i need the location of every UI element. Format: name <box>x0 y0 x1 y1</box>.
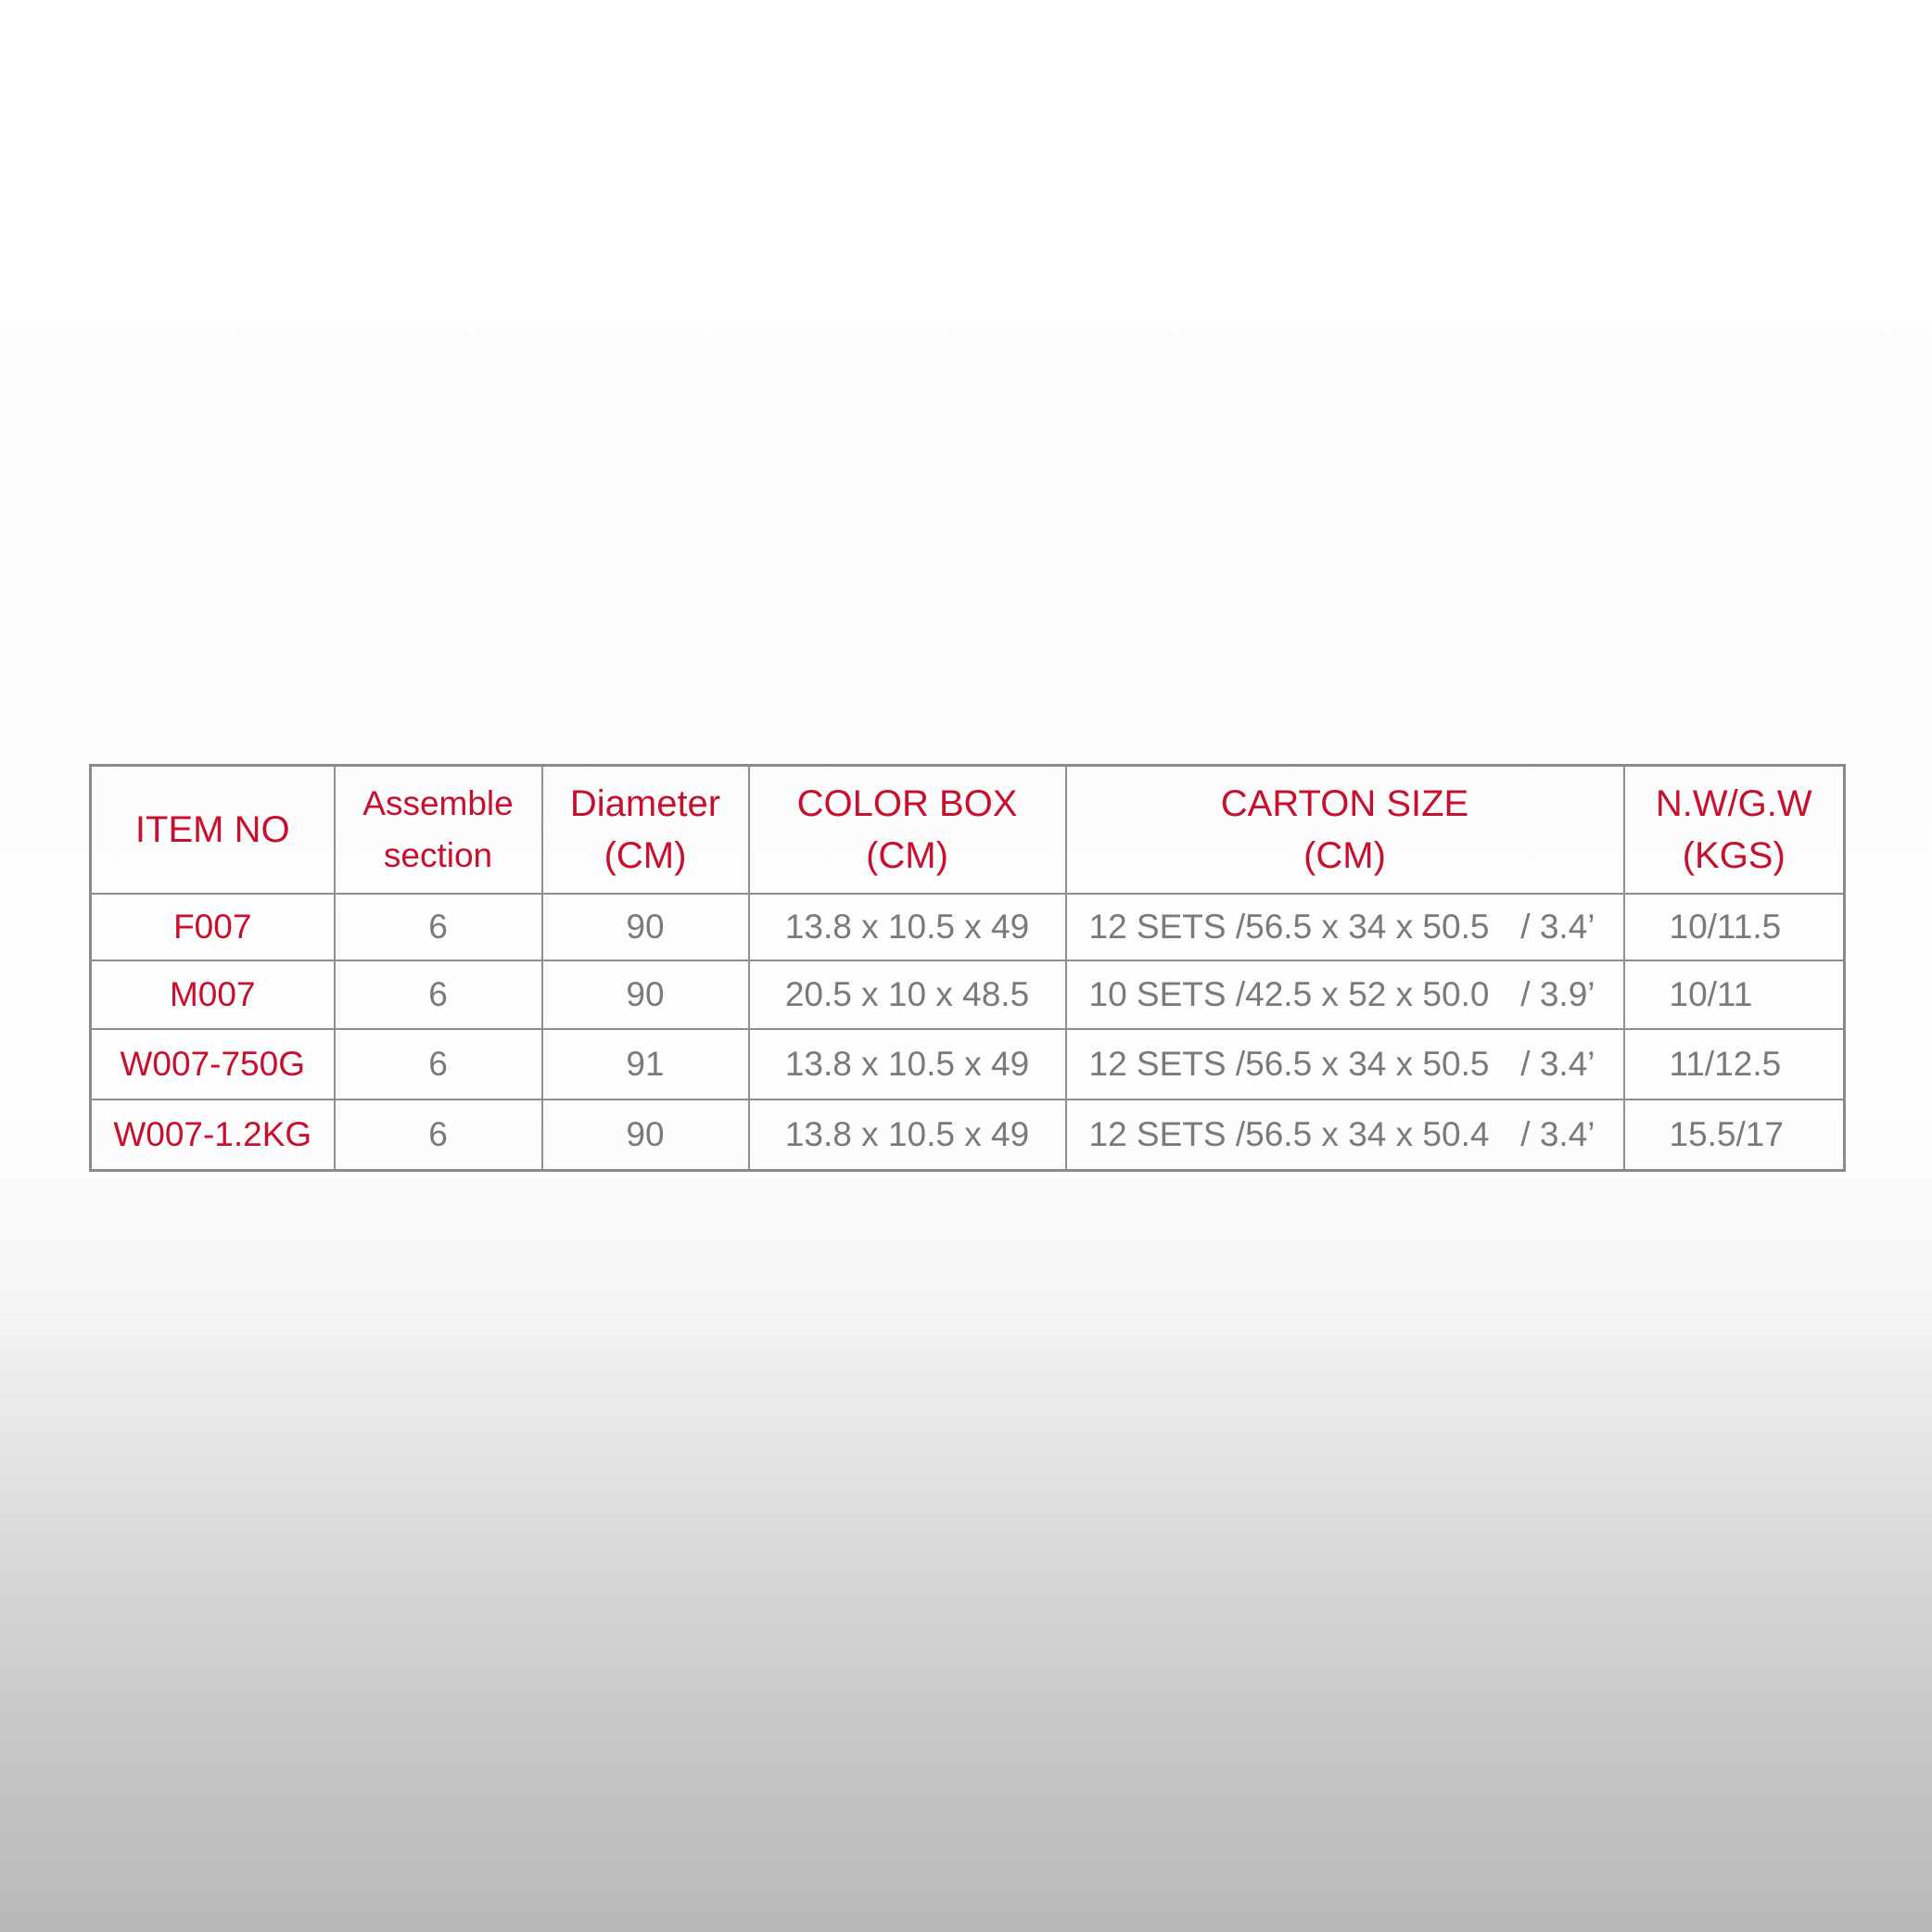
weight-cell <box>1624 960 1845 1029</box>
weight-value: 15.5/17 <box>1669 1115 1784 1153</box>
carton-size-cell <box>1066 1029 1624 1099</box>
carton-size-cell <box>1066 960 1624 1029</box>
carton-dimensions: 12 SETS /56.5 x 34 x 50.4 <box>1088 1115 1490 1153</box>
section-cell: 6 <box>335 894 542 960</box>
diameter-cell: 90 <box>542 894 749 960</box>
section-cell: 6 <box>335 1029 542 1099</box>
weight-value: 10/11.5 <box>1669 908 1782 946</box>
table-row <box>91 1099 1845 1171</box>
carton-size-cell <box>1066 894 1624 960</box>
weight-cell <box>1624 1099 1845 1171</box>
diameter-cell: 90 <box>542 960 749 1029</box>
header-diameter: Diameter (CM) <box>542 766 749 895</box>
weight-value: 11/12.5 <box>1669 1045 1782 1083</box>
diameter-cell: 90 <box>542 1099 749 1171</box>
diameter-cell: 91 <box>542 1029 749 1099</box>
carton-dimensions: 12 SETS /56.5 x 34 x 50.5 <box>1088 908 1490 946</box>
header-item-no: ITEM NO <box>91 766 335 895</box>
table-row <box>91 960 1845 1029</box>
header-assemble-section: Assemble section <box>335 766 542 895</box>
color-box-cell: 13.8 x 10.5 x 49 <box>749 894 1066 960</box>
section-cell: 6 <box>335 1099 542 1171</box>
carton-volume: / 3.4’ <box>1520 1045 1595 1083</box>
carton-volume: / 3.9’ <box>1520 975 1595 1013</box>
header-row <box>91 766 1845 895</box>
carton-volume: / 3.4’ <box>1520 908 1595 946</box>
weight-value: 10/11 <box>1669 975 1753 1013</box>
weight-cell <box>1624 894 1845 960</box>
item-no-cell: M007 <box>91 960 335 1029</box>
item-no-cell: W007-1.2KG <box>91 1099 335 1171</box>
item-no-cell: W007-750G <box>91 1029 335 1099</box>
table-row <box>91 1029 1845 1099</box>
header-color-box: COLOR BOX (CM) <box>749 766 1066 895</box>
carton-dimensions: 12 SETS /56.5 x 34 x 50.5 <box>1088 1045 1490 1083</box>
carton-dimensions: 10 SETS /42.5 x 52 x 50.0 <box>1088 975 1490 1013</box>
color-box-cell: 13.8 x 10.5 x 49 <box>749 1029 1066 1099</box>
carton-volume: / 3.4’ <box>1520 1115 1595 1153</box>
header-weight: N.W/G.W (KGS) <box>1624 766 1845 895</box>
color-box-cell: 13.8 x 10.5 x 49 <box>749 1099 1066 1171</box>
color-box-cell: 20.5 x 10 x 48.5 <box>749 960 1066 1029</box>
weight-cell <box>1624 1029 1845 1099</box>
carton-size-cell <box>1066 1099 1624 1171</box>
table-row <box>91 894 1845 960</box>
spec-table-container <box>89 764 1843 1172</box>
item-no-cell: F007 <box>91 894 335 960</box>
section-cell: 6 <box>335 960 542 1029</box>
header-carton-size: CARTON SIZE (CM) <box>1066 766 1624 895</box>
spec-table <box>89 764 1846 1172</box>
